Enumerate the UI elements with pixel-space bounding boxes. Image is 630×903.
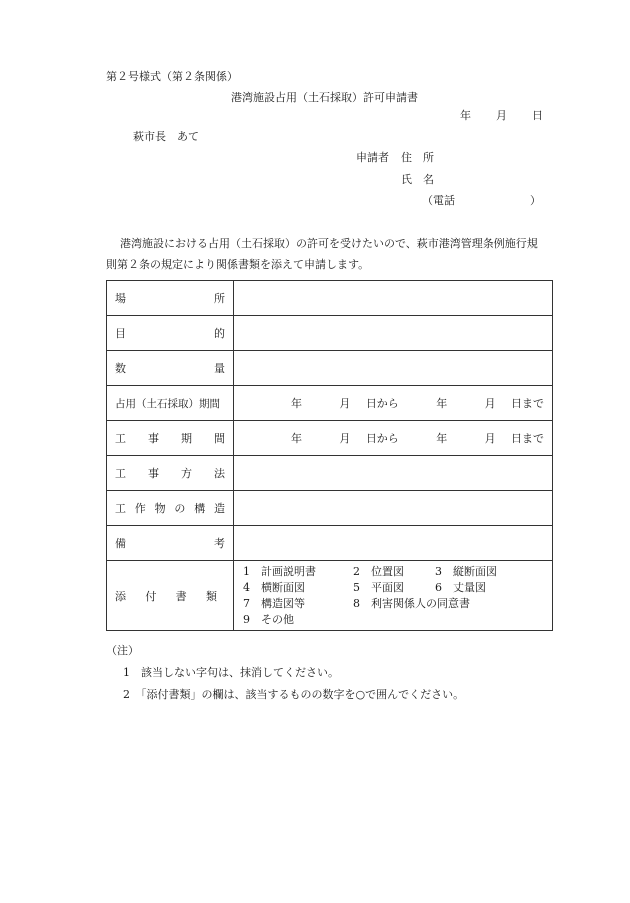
phone-open: （電話 [422,194,455,207]
attachment-item: 9 その他 [243,613,294,626]
attachment-item: 7 構造図等 [243,597,305,610]
note-2: 2 「添付書類」の欄は、該当するものの数字を○で囲んでください。 [123,688,465,701]
table-row-construction-period: 工 事 期 間 年 月 日から 年 月 日まで [107,421,553,456]
name-label: 氏 名 [401,173,434,186]
note-1: 1 該当しない字句は、抹消してください。 [123,666,339,679]
table-row-place: 場 所 [107,281,553,316]
body-text-line1: 港湾施設における占用（土石採取）の許可を受けたいので、萩市港湾管理条例施行規 [120,237,538,250]
table-row-attachments: 添 付 書 類 1 計画説明書 2 位置図 3 縦断面図 4 横断面図 5 平面図 6 丈量図 7 構造図等 8 利害関係人の同意書 9 その他 [107,561,553,631]
attachments-list [234,561,553,631]
table-row-occupancy-period: 占用（土石採取）期間 年 月 日から 年 月 日まで [107,386,553,421]
construction-method-value [234,456,553,491]
table-row-structure: 工 作 物 の 構 造 [107,491,553,526]
construction-period-value: 年 月 日から 年 月 日まで [234,421,553,456]
notes-heading: （注） [106,644,139,657]
address-label: 住 所 [401,151,434,164]
table-row-construction-method: 工 事 方 法 [107,456,553,491]
attachment-item: 6 丈量図 [435,581,486,594]
table-row-quantity: 数 量 [107,351,553,386]
table-row-purpose: 目 的 [107,316,553,351]
date-month-label: 月 [496,109,507,122]
attachment-item: 2 位置図 [353,565,404,578]
table-row-remarks: 備 考 [107,526,553,561]
attachment-item: 1 計画説明書 [243,565,316,578]
attachment-item: 8 利害関係人の同意書 [353,597,470,610]
attachment-item: 4 横断面図 [243,581,305,594]
phone-close: ） [530,194,541,207]
form-number: 第２号様式（第２条関係） [106,70,238,83]
attachment-item: 5 平面図 [353,581,404,594]
body-text-line2: 則第２条の規定により関係書類を添えて申請します。 [106,258,370,271]
addressee: 萩市長 あて [133,130,199,143]
quantity-value [234,351,553,386]
structure-value [234,491,553,526]
page-title: 港湾施設占用（土石採取）許可申請書 [231,91,418,104]
occupancy-period-value: 年 月 日から 年 月 日まで [234,386,553,421]
place-value [234,281,553,316]
remarks-value [234,526,553,561]
attachment-item: 3 縦断面図 [435,565,497,578]
date-day-label: 日 [532,109,543,122]
application-table [106,280,553,631]
purpose-value [234,316,553,351]
date-year-label: 年 [460,109,471,122]
applicant-label: 申請者 [356,151,389,164]
